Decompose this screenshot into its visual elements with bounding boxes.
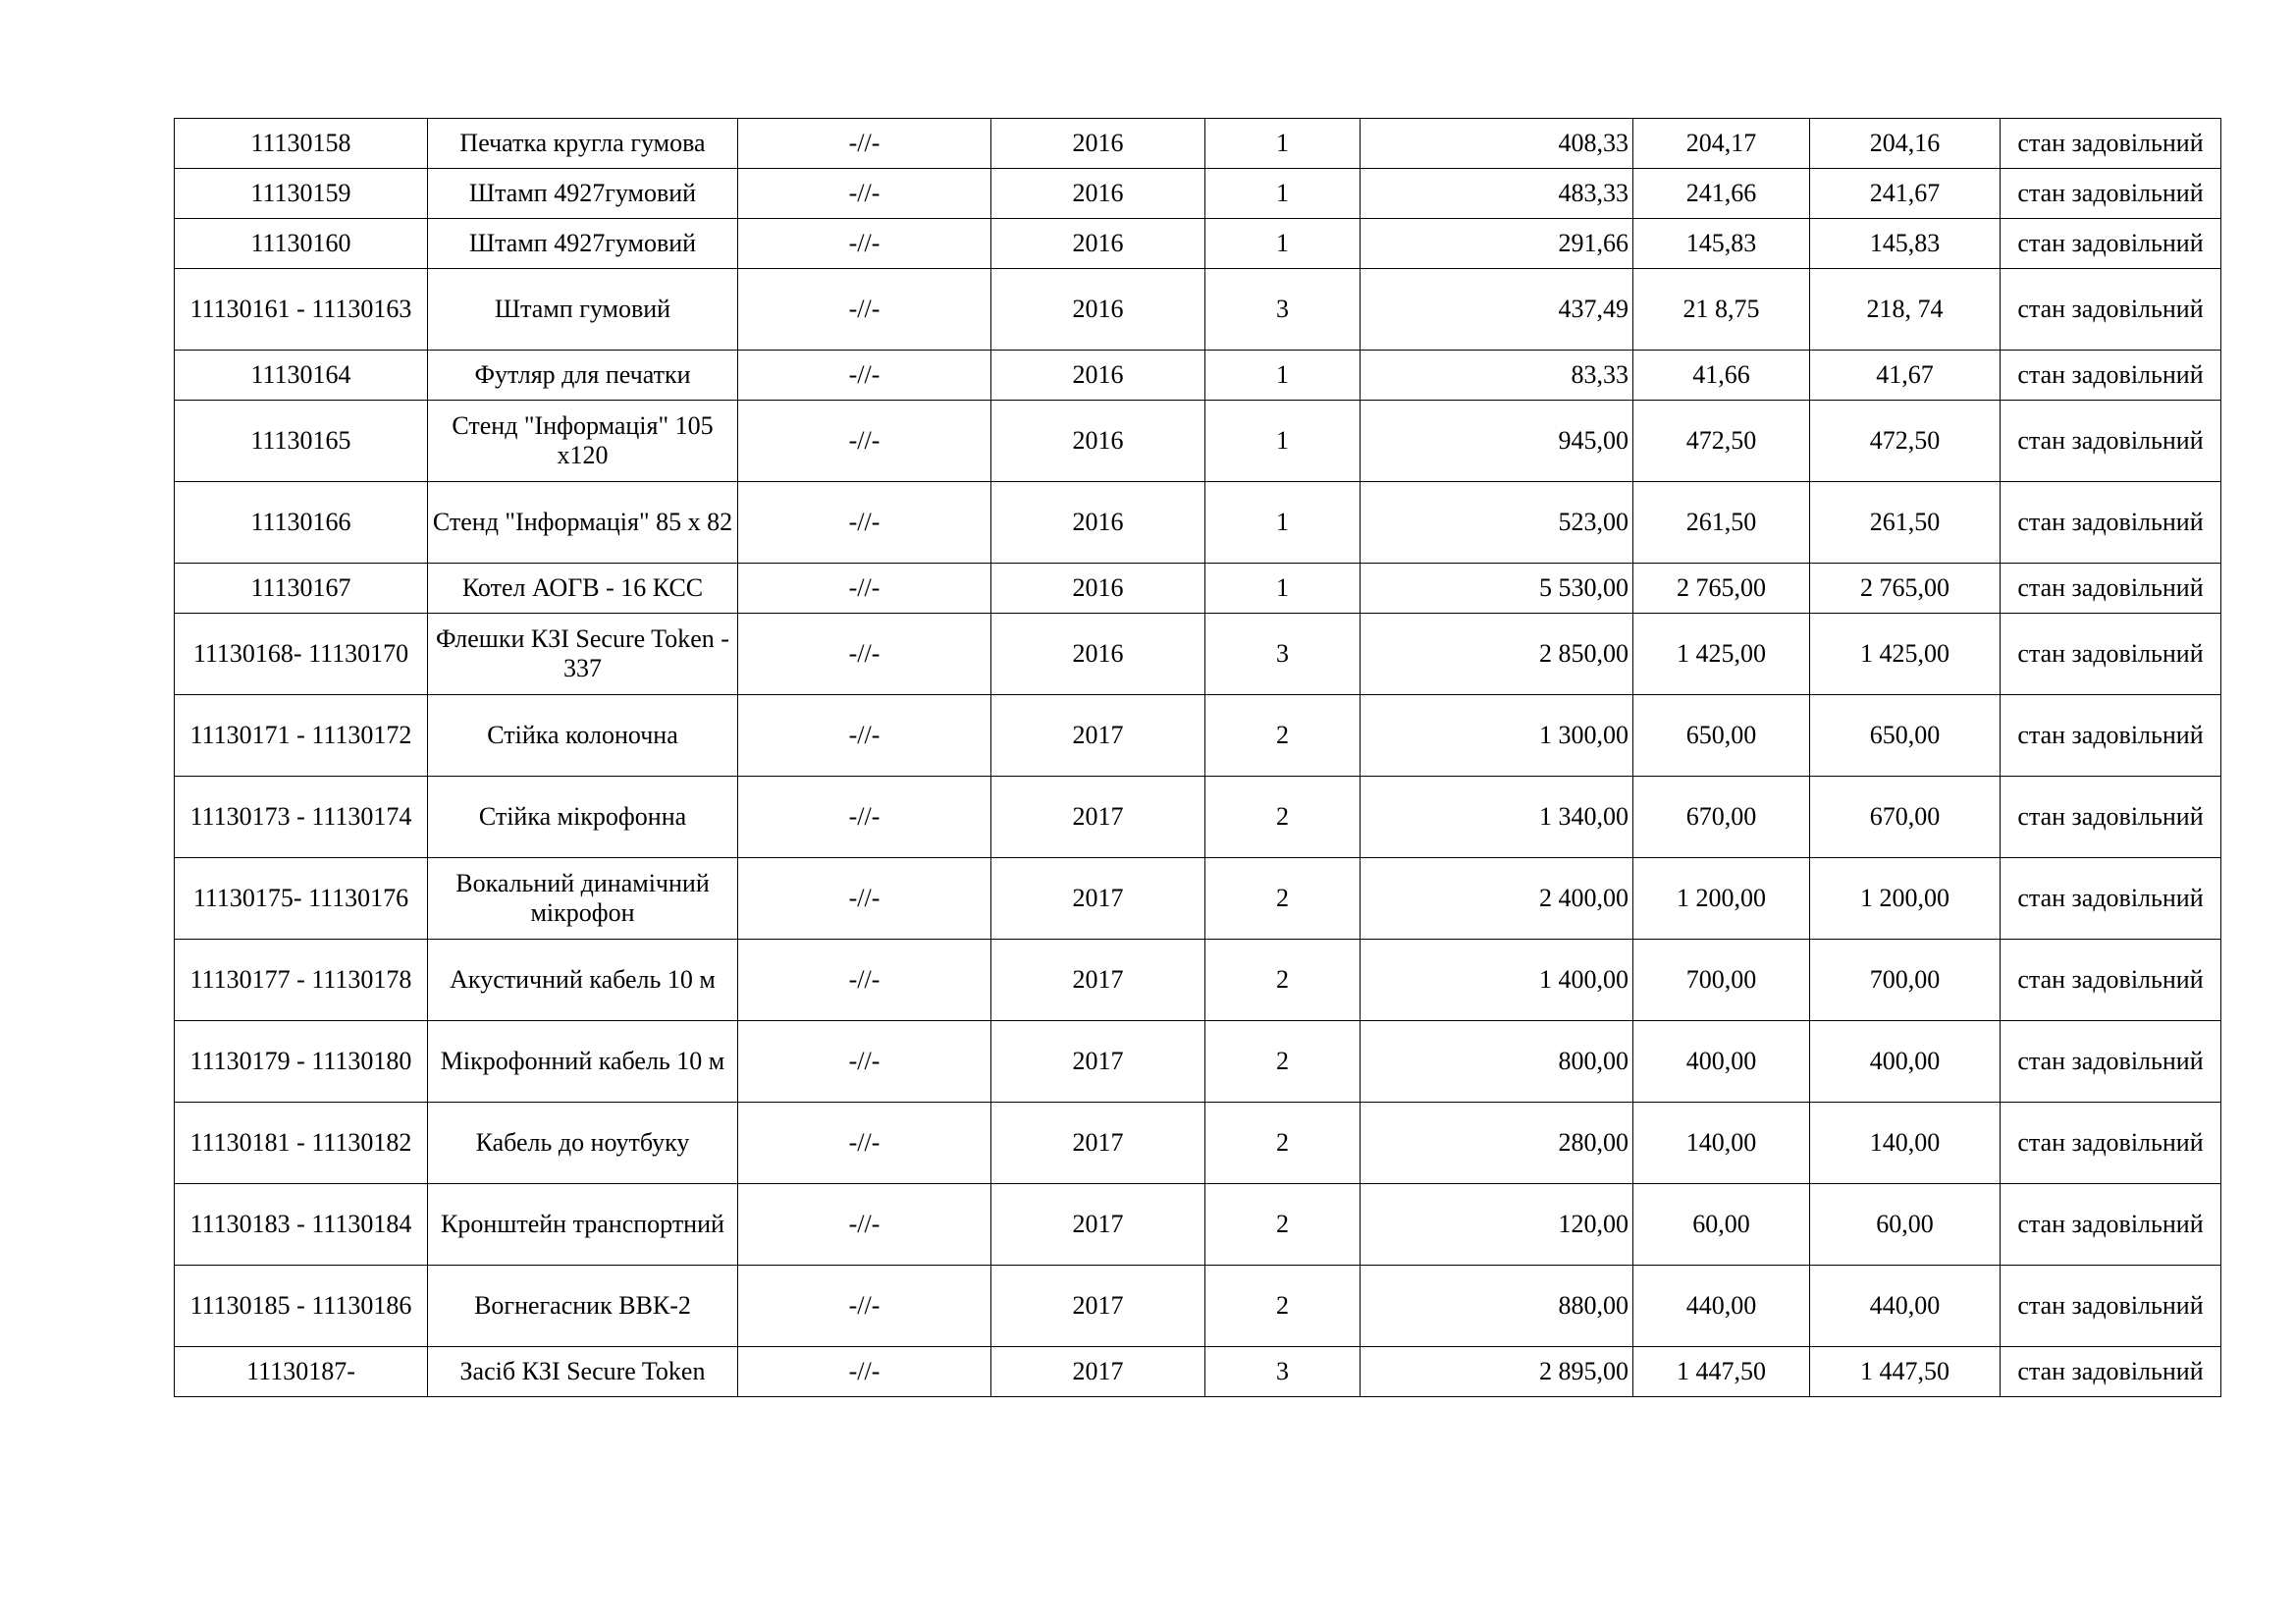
quantity-cell: 1 (1205, 482, 1361, 564)
ditto-mark-cell: -//- (738, 858, 991, 940)
condition-cell: стан задовільний (2001, 777, 2221, 858)
condition-cell: стан задовільний (2001, 269, 2221, 351)
year-cell: 2017 (991, 777, 1205, 858)
condition-cell: стан задовільний (2001, 858, 2221, 940)
depreciation-cell: 140,00 (1633, 1103, 1810, 1184)
inventory-number-cell: 11130166 (175, 482, 428, 564)
ditto-mark-cell: -//- (738, 1347, 991, 1397)
depreciation-cell: 650,00 (1633, 695, 1810, 777)
depreciation-cell: 241,66 (1633, 169, 1810, 219)
quantity-cell: 2 (1205, 858, 1361, 940)
ditto-mark-cell: -//- (738, 564, 991, 614)
item-name-cell: Вогнегасник ВВК-2 (428, 1266, 738, 1347)
residual-value-cell: 440,00 (1810, 1266, 2001, 1347)
condition-cell: стан задовільний (2001, 169, 2221, 219)
table-row (175, 169, 2221, 219)
condition-cell: стан задовільний (2001, 940, 2221, 1021)
book-value-cell: 1 400,00 (1361, 940, 1633, 1021)
residual-value-cell: 400,00 (1810, 1021, 2001, 1103)
ditto-mark-cell: -//- (738, 1266, 991, 1347)
table-row (175, 401, 2221, 482)
year-cell: 2017 (991, 1021, 1205, 1103)
residual-value-cell: 145,83 (1810, 219, 2001, 269)
book-value-cell: 800,00 (1361, 1021, 1633, 1103)
inventory-number-cell: 11130164 (175, 351, 428, 401)
book-value-cell: 1 300,00 (1361, 695, 1633, 777)
book-value-cell: 5 530,00 (1361, 564, 1633, 614)
table-row (175, 1266, 2221, 1347)
quantity-cell: 2 (1205, 695, 1361, 777)
depreciation-cell: 670,00 (1633, 777, 1810, 858)
item-name-cell: Штамп 4927гумовий (428, 169, 738, 219)
book-value-cell: 280,00 (1361, 1103, 1633, 1184)
table-row (175, 482, 2221, 564)
inventory-number-cell: 11130160 (175, 219, 428, 269)
year-cell: 2017 (991, 1184, 1205, 1266)
inventory-number-cell: 11130173 - 11130174 (175, 777, 428, 858)
year-cell: 2016 (991, 401, 1205, 482)
ditto-mark-cell: -//- (738, 119, 991, 169)
table-row (175, 1184, 2221, 1266)
quantity-cell: 1 (1205, 351, 1361, 401)
residual-value-cell: 241,67 (1810, 169, 2001, 219)
residual-value-cell: 670,00 (1810, 777, 2001, 858)
quantity-cell: 2 (1205, 1184, 1361, 1266)
condition-cell: стан задовільний (2001, 482, 2221, 564)
year-cell: 2017 (991, 1347, 1205, 1397)
item-name-cell: Кронштейн транспортний (428, 1184, 738, 1266)
year-cell: 2016 (991, 351, 1205, 401)
item-name-cell: Футляр для печатки (428, 351, 738, 401)
book-value-cell: 437,49 (1361, 269, 1633, 351)
table-row (175, 858, 2221, 940)
book-value-cell: 120,00 (1361, 1184, 1633, 1266)
ditto-mark-cell: -//- (738, 777, 991, 858)
year-cell: 2016 (991, 614, 1205, 695)
depreciation-cell: 400,00 (1633, 1021, 1810, 1103)
depreciation-cell: 440,00 (1633, 1266, 1810, 1347)
year-cell: 2017 (991, 940, 1205, 1021)
inventory-number-cell: 11130171 - 11130172 (175, 695, 428, 777)
inventory-number-cell: 11130179 - 11130180 (175, 1021, 428, 1103)
quantity-cell: 1 (1205, 219, 1361, 269)
inventory-number-cell: 11130177 - 11130178 (175, 940, 428, 1021)
table-row (175, 1347, 2221, 1397)
inventory-number-cell: 11130168- 11130170 (175, 614, 428, 695)
residual-value-cell: 140,00 (1810, 1103, 2001, 1184)
item-name-cell: Стійка колоночна (428, 695, 738, 777)
quantity-cell: 1 (1205, 169, 1361, 219)
quantity-cell: 1 (1205, 564, 1361, 614)
year-cell: 2017 (991, 1103, 1205, 1184)
item-name-cell: Мікрофонний кабель 10 м (428, 1021, 738, 1103)
inventory-number-cell: 11130181 - 11130182 (175, 1103, 428, 1184)
table-row (175, 219, 2221, 269)
year-cell: 2017 (991, 695, 1205, 777)
item-name-cell: Флешки КЗІ Secure Token - 337 (428, 614, 738, 695)
book-value-cell: 408,33 (1361, 119, 1633, 169)
book-value-cell: 83,33 (1361, 351, 1633, 401)
book-value-cell: 880,00 (1361, 1266, 1633, 1347)
inventory-number-cell: 11130185 - 11130186 (175, 1266, 428, 1347)
year-cell: 2016 (991, 482, 1205, 564)
table-row (175, 351, 2221, 401)
depreciation-cell: 261,50 (1633, 482, 1810, 564)
item-name-cell: Штамп гумовий (428, 269, 738, 351)
year-cell: 2017 (991, 1266, 1205, 1347)
book-value-cell: 1 340,00 (1361, 777, 1633, 858)
year-cell: 2016 (991, 269, 1205, 351)
item-name-cell: Акустичний кабель 10 м (428, 940, 738, 1021)
table-body (175, 119, 2221, 1397)
condition-cell: стан задовільний (2001, 351, 2221, 401)
depreciation-cell: 41,66 (1633, 351, 1810, 401)
book-value-cell: 2 850,00 (1361, 614, 1633, 695)
ditto-mark-cell: -//- (738, 169, 991, 219)
ditto-mark-cell: -//- (738, 1021, 991, 1103)
residual-value-cell: 1 200,00 (1810, 858, 2001, 940)
inventory-number-cell: 11130159 (175, 169, 428, 219)
item-name-cell: Вокальний динамічний мікрофон (428, 858, 738, 940)
depreciation-cell: 1 200,00 (1633, 858, 1810, 940)
depreciation-cell: 1 447,50 (1633, 1347, 1810, 1397)
quantity-cell: 3 (1205, 614, 1361, 695)
ditto-mark-cell: -//- (738, 219, 991, 269)
condition-cell: стан задовільний (2001, 1021, 2221, 1103)
inventory-number-cell: 11130175- 11130176 (175, 858, 428, 940)
year-cell: 2016 (991, 119, 1205, 169)
depreciation-cell: 700,00 (1633, 940, 1810, 1021)
quantity-cell: 2 (1205, 1103, 1361, 1184)
item-name-cell: Стійка мікрофонна (428, 777, 738, 858)
depreciation-cell: 1 425,00 (1633, 614, 1810, 695)
depreciation-cell: 60,00 (1633, 1184, 1810, 1266)
depreciation-cell: 145,83 (1633, 219, 1810, 269)
table-row (175, 940, 2221, 1021)
ditto-mark-cell: -//- (738, 940, 991, 1021)
quantity-cell: 1 (1205, 119, 1361, 169)
quantity-cell: 2 (1205, 1021, 1361, 1103)
inventory-number-cell: 11130158 (175, 119, 428, 169)
depreciation-cell: 472,50 (1633, 401, 1810, 482)
condition-cell: стан задовільний (2001, 401, 2221, 482)
residual-value-cell: 41,67 (1810, 351, 2001, 401)
condition-cell: стан задовільний (2001, 219, 2221, 269)
ditto-mark-cell: -//- (738, 401, 991, 482)
residual-value-cell: 650,00 (1810, 695, 2001, 777)
table-row (175, 564, 2221, 614)
condition-cell: стан задовільний (2001, 1347, 2221, 1397)
depreciation-cell: 21 8,75 (1633, 269, 1810, 351)
book-value-cell: 523,00 (1361, 482, 1633, 564)
inventory-number-cell: 11130167 (175, 564, 428, 614)
inventory-number-cell: 11130187- (175, 1347, 428, 1397)
condition-cell: стан задовільний (2001, 119, 2221, 169)
condition-cell: стан задовільний (2001, 1184, 2221, 1266)
table-row (175, 1103, 2221, 1184)
book-value-cell: 2 400,00 (1361, 858, 1633, 940)
item-name-cell: Печатка кругла гумова (428, 119, 738, 169)
book-value-cell: 945,00 (1361, 401, 1633, 482)
ditto-mark-cell: -//- (738, 351, 991, 401)
condition-cell: стан задовільний (2001, 695, 2221, 777)
residual-value-cell: 218, 74 (1810, 269, 2001, 351)
residual-value-cell: 1 447,50 (1810, 1347, 2001, 1397)
condition-cell: стан задовільний (2001, 1266, 2221, 1347)
condition-cell: стан задовільний (2001, 614, 2221, 695)
book-value-cell: 2 895,00 (1361, 1347, 1633, 1397)
inventory-number-cell: 11130161 - 11130163 (175, 269, 428, 351)
item-name-cell: Засіб КЗІ Secure Token (428, 1347, 738, 1397)
item-name-cell: Штамп 4927гумовий (428, 219, 738, 269)
table-row (175, 777, 2221, 858)
depreciation-cell: 204,17 (1633, 119, 1810, 169)
year-cell: 2016 (991, 219, 1205, 269)
depreciation-cell: 2 765,00 (1633, 564, 1810, 614)
ditto-mark-cell: -//- (738, 1103, 991, 1184)
inventory-table (174, 118, 2221, 1397)
item-name-cell: Стенд "Інформація" 85 х 82 (428, 482, 738, 564)
year-cell: 2017 (991, 858, 1205, 940)
ditto-mark-cell: -//- (738, 482, 991, 564)
quantity-cell: 3 (1205, 1347, 1361, 1397)
table-row (175, 269, 2221, 351)
table-row (175, 1021, 2221, 1103)
quantity-cell: 2 (1205, 777, 1361, 858)
condition-cell: стан задовільний (2001, 1103, 2221, 1184)
item-name-cell: Котел АОГВ - 16 КСС (428, 564, 738, 614)
residual-value-cell: 261,50 (1810, 482, 2001, 564)
ditto-mark-cell: -//- (738, 695, 991, 777)
ditto-mark-cell: -//- (738, 269, 991, 351)
book-value-cell: 291,66 (1361, 219, 1633, 269)
item-name-cell: Кабель до ноутбуку (428, 1103, 738, 1184)
book-value-cell: 483,33 (1361, 169, 1633, 219)
item-name-cell: Стенд "Інформація" 105 х120 (428, 401, 738, 482)
quantity-cell: 3 (1205, 269, 1361, 351)
ditto-mark-cell: -//- (738, 614, 991, 695)
residual-value-cell: 700,00 (1810, 940, 2001, 1021)
residual-value-cell: 2 765,00 (1810, 564, 2001, 614)
residual-value-cell: 60,00 (1810, 1184, 2001, 1266)
residual-value-cell: 1 425,00 (1810, 614, 2001, 695)
condition-cell: стан задовільний (2001, 564, 2221, 614)
residual-value-cell: 204,16 (1810, 119, 2001, 169)
inventory-number-cell: 11130165 (175, 401, 428, 482)
ditto-mark-cell: -//- (738, 1184, 991, 1266)
quantity-cell: 1 (1205, 401, 1361, 482)
year-cell: 2016 (991, 564, 1205, 614)
table-row (175, 119, 2221, 169)
inventory-number-cell: 11130183 - 11130184 (175, 1184, 428, 1266)
year-cell: 2016 (991, 169, 1205, 219)
residual-value-cell: 472,50 (1810, 401, 2001, 482)
quantity-cell: 2 (1205, 1266, 1361, 1347)
quantity-cell: 2 (1205, 940, 1361, 1021)
table-row (175, 614, 2221, 695)
table-row (175, 695, 2221, 777)
